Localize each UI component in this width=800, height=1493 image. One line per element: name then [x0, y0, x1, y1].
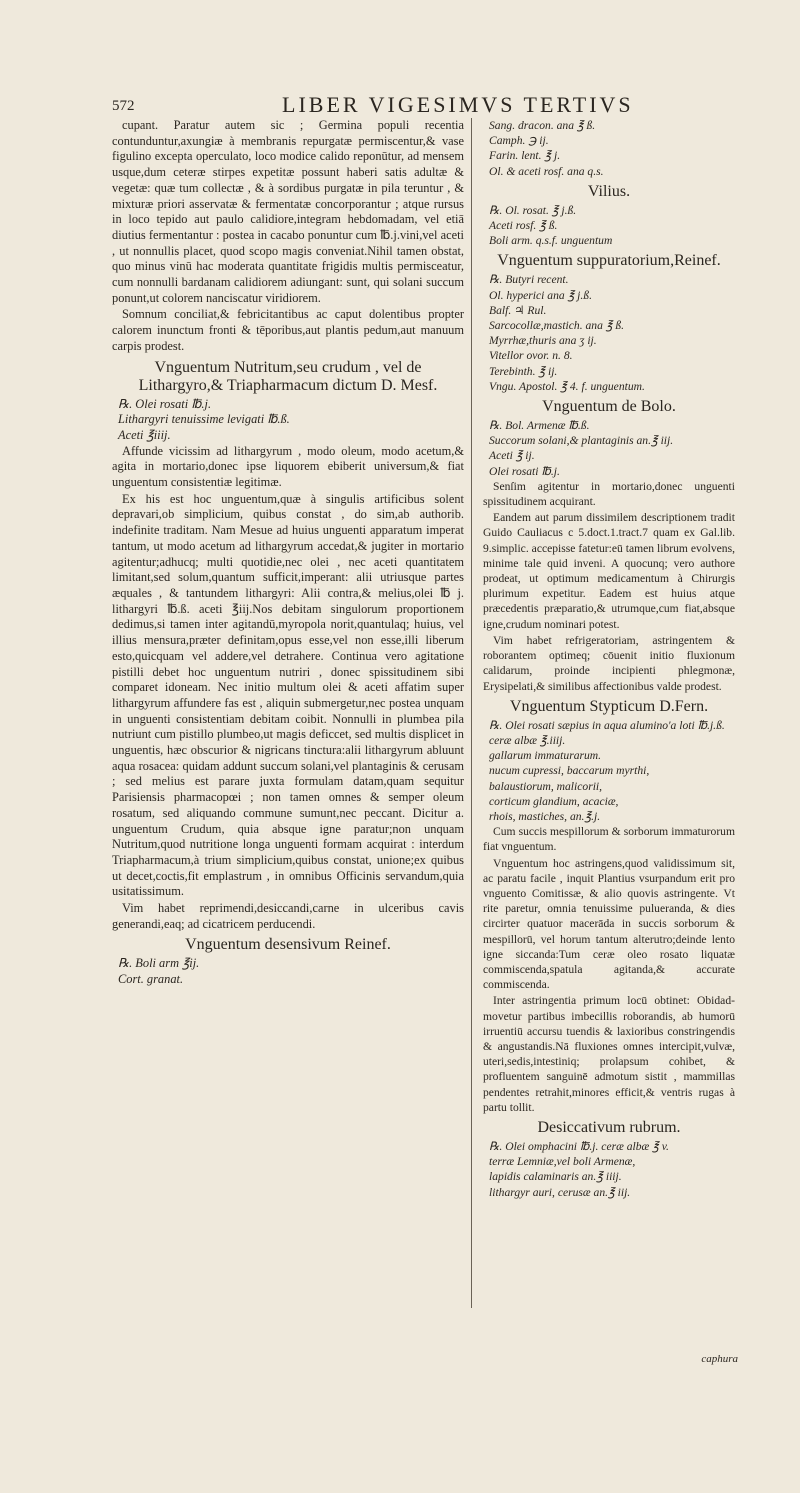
- recipe-line: Sang. dracon. ana ℥ ß.: [489, 119, 596, 132]
- recipe-line: Lithargyri tenuissime levigati ℔.ß.: [118, 412, 290, 427]
- running-head: LIBER VIGESIMVS TERTIVS: [282, 92, 634, 117]
- paragraph: Senſim agitentur in mortario,donec unguenti spissitudinem acquirant.: [483, 479, 735, 509]
- recipe-line: Camph. ℈ ij.: [489, 134, 549, 148]
- paragraph: cupant. Paratur autem sic ; Germina populi recentia contunduntur,axungiæ à membranis repurgatæ permiscentur,& vase figulino excepta operculato, loco modice calido reponūtur, ad mensem usque,dum ceteræ stirpes expetitæ possunt haberi satis adultæ & vegetæ: quæ tum collectæ , & à sordibus purgatæ in pila teruntur , & mixturæ priori asservatæ & fermentatæ concorporantur ; atque rursus in loco tepido aut paulo calidiore,integram hebdomadam, vel etiā diutius fermentantur : postea in cacabo ponuntur cum ℔.j.vini,vel aceti , ut nonnullis placet, quod scopo magis conveniat.Nihil tamen obstat, quo minus vinū hac moderata quantitate frigidis multis permisceatur, cum nonnulli bardanam calidiorem adiungant: sunt, qui solani succum ponunt,ut colorem nanciscatur viridiorem.: [112, 118, 464, 305]
- recipe-line: ℞. Olei rosati ℔.j.: [118, 396, 212, 411]
- recipe-line: Ol. & aceti rosf. ana q.s.: [489, 164, 604, 178]
- section-heading: Vnguentum suppuratorium,Reinef.: [497, 252, 721, 270]
- recipe-line: terræ Lemniæ,vel boli Armenæ,: [489, 1155, 636, 1169]
- right-column: [483, 118, 735, 1200]
- recipe-line: Olei rosati ℔.j.: [489, 464, 560, 478]
- paragraph: Eandem aut parum dissimilem descriptionem tradit Guido Cauliacus c 5.doct.1.tract.7 quam ex Gal.lib. 9.simplic. accepisse fatetur:eū tamen librum evolvens, minime tale quid inveni. A quocunq; vero authore prodeat, ut optimum medicamentum à Chirurgis plurimum expetitur. Eadem est huius atque præcedentis præparatio,& utrumque,cum fiat,absque igne,crudum nominari potest.: [483, 511, 735, 631]
- catchword: caphura: [701, 1353, 738, 1365]
- recipe-line: ℞. Olei rosati sæpius in aqua alumino'a loti ℔.j.ß.: [489, 718, 725, 732]
- recipe-line: Balf. ♃ Rul.: [489, 303, 547, 317]
- recipe-line: rhois, mastiches, an.℥.j.: [489, 809, 601, 823]
- page-number: 572: [112, 98, 135, 114]
- section-heading: Vnguentum Stypticum D.Fern.: [509, 697, 709, 715]
- recipe-line: Aceti rosf. ℥ ß.: [489, 219, 558, 233]
- paragraph: Vim habet reprimendi,desiccandi,carne in ulceribus cavis generandi,eaq; ad cicatricem perducendi.: [112, 901, 464, 931]
- recipe-line: balaustiorum, malicorii,: [489, 779, 603, 793]
- recipe-line: Terebinth. ℥ ij.: [489, 364, 558, 378]
- left-column: [112, 118, 464, 988]
- recipe-line: Succorum solani,& plantaginis an.℥ iij.: [489, 434, 674, 448]
- recipe-line: Farin. lent. ℥ j.: [489, 149, 561, 163]
- paragraph: Affunde vicissim ad lithargyrum , modo oleum, modo acetum,& agita in mortario,donec ipse liquorem ebiberit universum,& fiat unguentum consistentiæ legitimæ.: [112, 443, 464, 490]
- recipe-line: ℞. Olei omphacini ℔.j. ceræ albæ ℥ v.: [489, 1139, 669, 1153]
- section-heading: Desiccativum rubrum.: [537, 1118, 681, 1136]
- paragraph: Vnguentum hoc astringens,quod validissimum sit, ac paratu facile , inquit Plantius vsurpandum erit pro vnguento Comitissæ, & alio quovis astringente. Vt rite paretur, omnia tenuissime pulueranda, & dies circirter quatuor macerāda in succis sorborum & mespillorū, vel horum tantum alterutro;deinde lento igne siccanda:Tum ceræ oleo rosato liquatæ commiscenda,spatula agitanda,& accurate commiscenda.: [483, 856, 735, 992]
- recipe-line: ℞. Boli arm ℥ij.: [118, 956, 200, 971]
- recipe-line: Myrrhæ,thuris ana ʒ ij.: [489, 334, 597, 348]
- recipe-line: Sarcocollæ,mastich. ana ℥ ß.: [489, 319, 625, 333]
- section-heading: Vnguentum Nutritum,seu crudum , vel de Lithargyro,& Triapharmacum dictum D. Mesf.: [138, 358, 438, 394]
- recipe-line: Vitellor ovor. n. 8.: [489, 349, 573, 363]
- recipe-line: ℞. Butyri recent.: [489, 273, 569, 287]
- paragraph: Inter astringentia primum locū obtinet: Obidad-movetur partibus imbecillis roborandis, ab humorū irruentiū accursu tuendis & laxioribus constringendis & angustandis.Nā fluxiones omnes intercipit,vulvæ, uteri,sedis,intestiniq; prolapsum cohibet, & profluentem sanguinē admotum sistit , mammillas pendentes retrahit,minores efficit,& ventris rugas à partu tollit.: [483, 994, 735, 1114]
- recipe-line: Boli arm. q.s.f. unguentum: [489, 234, 613, 248]
- recipe-line: ℞. Bol. Armenæ ℔.ß.: [489, 419, 590, 433]
- section-heading: Vnguentum de Bolo.: [542, 398, 676, 416]
- column-divider: [471, 118, 472, 1308]
- recipe-line: ceræ albæ ℥.iiij.: [489, 733, 566, 747]
- recipe-line: nucum cupressi, baccarum myrthi,: [489, 764, 650, 778]
- paragraph: Somnum conciliat,& febricitantibus ac caput dolentibus propter calorem inunctum fronti & tēporibus,aut plantis pedum,aut manuum carpis prodest.: [112, 307, 464, 353]
- recipe-line: Aceti ℥ ij.: [489, 449, 535, 463]
- recipe-line: Ol. hyperici ana ℥ j.ß.: [489, 288, 592, 302]
- section-heading: Vilius.: [587, 182, 631, 200]
- recipe-line: gallarum immaturarum.: [489, 749, 602, 763]
- recipe-line: ℞. Ol. rosat. ℥ j.ß.: [489, 203, 577, 217]
- paragraph: Vim habet refrigeratoriam, astringentem & roborantem optimeq; cōuenit initio fluxionum calidarum, proinde incipienti phlegmonæ, Erysipelati,& similibus affectionibus valde prodest.: [483, 633, 735, 693]
- paragraph: Ex his est hoc unguentum,quæ à singulis artificibus solent depravari,ob simplicium, quibus constat , do sim,ab authorib. indefinite traditam. Nam Mesue ad huius unguenti apparatum imperat tantum, ut modo acetum ad lithargyrum accedat,& jugiter in mortario agitentur;adhucq; multi quotidie,nec olei , nec aceti quantitatem limitant,sed solum,quantum sufficit,imperant: alii utriusque partes æquales , & tantundem lithargyri: Alii contra,& melius,olei ℔ j. lithargyri ℔.ß. aceti ℥iij.Nos debitam singulorum proportionem dedimus,si tamen inter agitandū,myropola norit,quantulaq; huius, vel illius mensura,præter definitam,opus esse,vel non esse,illi liberum esto,quicquam vel addere,vel detrahere. Continua vero agitatione pistilli debet hoc unguentum nutriri , donec spissitudinem sibi comparet idoneam. Nec initio multum olei & aceti affatim super lithargyrum affundere fas est , aliquin submergetur,nec postea unquam in unguenti consistentiam debitam coibit. Nonnulli in plumbea pila nutriunt cum pistillo plumbeo,ut magis deficcet, sed multis displicet in unguentis, hæc obscurior & nigricans tinctura:alii lithargyrum abluunt aqua rosacea: quidam addunt succum solani,vel plantaginis & cerusam ; sed melius est parare juxta formulam datam,quam sequitur Parisiensis pharmacopœi ; non tamen omnes & semper oleum rosatum, sed aliquando commune sumunt,nec peccant. Dicitur a. unguentum Crudum, quia absque igne paratur;non unquam Nutritum,quod nutritione longa unguenti formam acquirat : interdum Triapharmacum,à trium simplicium,quibus constat, unione;ex quibus ut decet,coctis,fit emplastrum , in omnibus Officinis servandum,quia usitatissimum.: [112, 491, 464, 899]
- section-heading: Vnguentum desensivum Reinef.: [185, 936, 391, 954]
- recipe-line: Aceti ℥iiij.: [118, 427, 171, 442]
- recipe-line: Cort. granat.: [118, 972, 184, 987]
- recipe-line: lithargyr auri, cerusæ an.℥ iij.: [489, 1185, 631, 1199]
- paragraph: Cum succis mespillorum & sorborum immaturorum fiat vnguentum.: [483, 825, 735, 854]
- recipe-line: lapidis calaminaris an.℥ iiij.: [489, 1170, 622, 1184]
- recipe-line: corticum glandium, acaciæ,: [489, 794, 619, 808]
- recipe-line: Vngu. Apostol. ℥ 4. f. unguentum.: [489, 379, 645, 393]
